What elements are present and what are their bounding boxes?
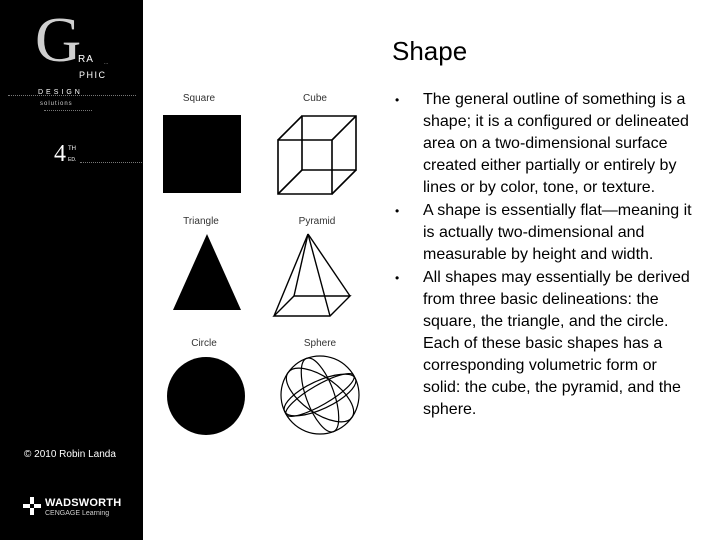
bullet-text: The general outline of something is a shape; it is a configured or delineated area on a two-dimensional surface created either partially or entirely by lines or by color, tone, or texture. [423,91,689,196]
sidebar [0,0,143,540]
bullet-item [395,200,695,266]
circle-label: Circle [191,338,217,349]
bullet-marker: • [395,93,400,107]
bullet-item [395,267,695,421]
square-shape [163,115,241,193]
logo-solutions: solutions [40,101,73,107]
pyramid-shape [270,230,354,320]
cube-shape [274,112,360,198]
logo-letter-g: G [35,4,82,75]
cube-label: Cube [303,93,327,104]
circle-shape [165,355,247,437]
copyright-notice: © 2010 Robin Landa [24,449,116,460]
bullet-list [395,89,695,422]
bullet-text: All shapes may essentially be derived from three basic delineations: the square, the triangle, and the circle. Each of these basic shapes has a corresponding volumetric form or solid: the cube, the pyramid, and the sphere. [423,269,690,418]
edition-suffix: TH [68,146,76,152]
edition-number: 4 [54,141,66,167]
bullet-text: A shape is essentially flat—meaning it is actually two-dimensional and measurable by height and width. [423,202,692,263]
slide-title: Shape [392,36,468,66]
triangle-label: Triangle [183,216,219,227]
logo-design: DESIGN [38,89,83,96]
sphere-label: Sphere [303,338,337,349]
square-label: Square [182,93,216,104]
bullet-marker: • [395,271,400,285]
triangle-shape [171,232,243,312]
pyramid-label: Pyramid [298,216,336,227]
edition-divider [80,162,142,163]
logo-ra: RA [78,54,94,65]
sphere-shape [278,353,362,437]
logo-solutions-underline [44,110,92,111]
wadsworth-logo-icon [23,497,41,515]
publisher-subtitle: CENGAGE Learning [45,510,110,517]
bullet-item [395,89,695,199]
publisher-name: WADSWORTH [45,497,122,509]
logo-ra-small: ... [104,60,109,66]
bullet-marker: • [395,204,400,218]
edition-label: ED. [68,157,77,163]
logo-phic: PHIC [79,70,107,80]
